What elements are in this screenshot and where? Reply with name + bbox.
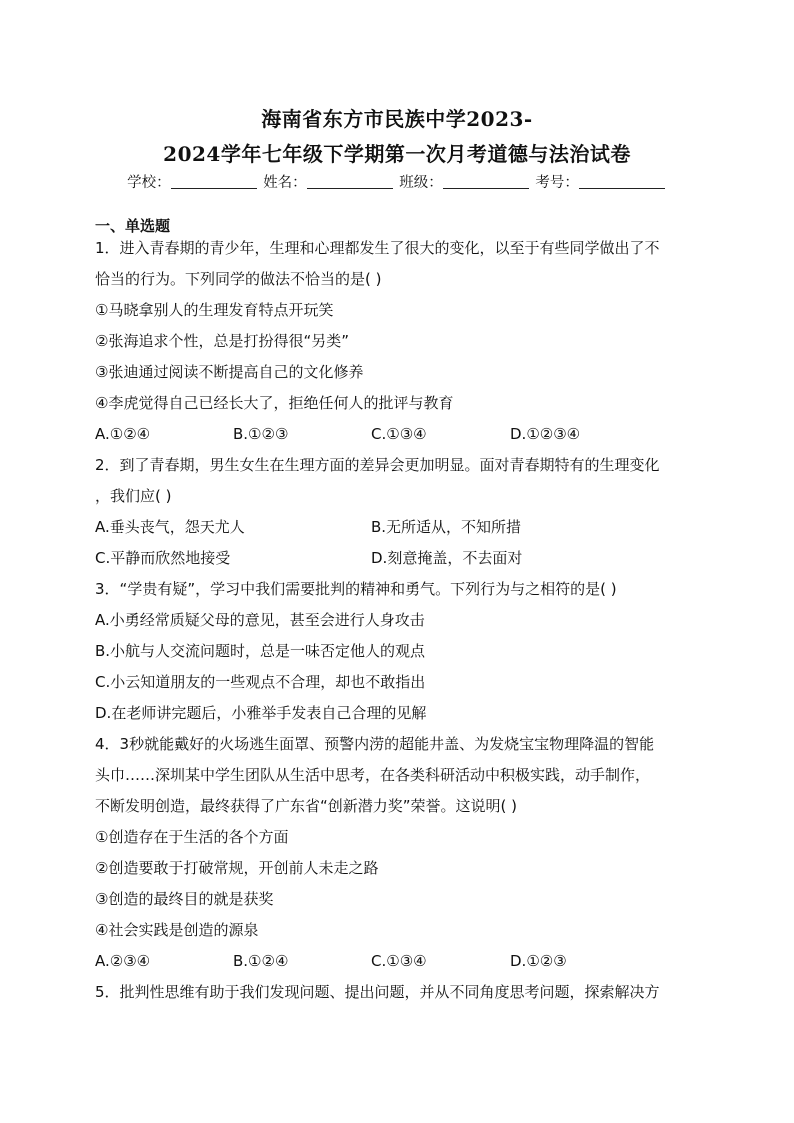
q4-item-1: ①创造存在于生活的各个方面 bbox=[95, 828, 289, 846]
q3-option-b[interactable]: B.小航与人交流问题时，总是一味否定他人的观点 bbox=[95, 642, 426, 660]
q4-item-4: ④社会实践是创造的源泉 bbox=[95, 921, 259, 939]
q2-option-b[interactable]: B.无所适从，不知所措 bbox=[371, 518, 522, 536]
q5-stem-line1: 5．批判性思维有助于我们发现问题、提出问题，并从不同角度思考问题，探索解决方 bbox=[95, 983, 660, 1001]
q3-option-c[interactable]: C.小云知道朋友的一些观点不合理，却也不敢指出 bbox=[95, 673, 426, 691]
exam-title-line2: 2024学年七年级下学期第一次月考道德与法治试卷 bbox=[163, 142, 631, 166]
q4-stem-line1: 4．3秒就能戴好的火场逃生面罩、预警内涝的超能井盖、为发烧宝宝物理降温的智能 bbox=[95, 735, 655, 753]
q2-stem-line2: ，我们应( ) bbox=[95, 487, 172, 505]
exam-no-blank[interactable] bbox=[579, 174, 665, 189]
q1-option-b[interactable]: B.①②③ bbox=[233, 425, 289, 443]
exam-title-line1: 海南省东方市民族中学2023- bbox=[261, 107, 533, 131]
q3-option-d[interactable]: D.在老师讲完题后，小雅举手发表自己合理的见解 bbox=[95, 704, 427, 722]
name-blank[interactable] bbox=[307, 174, 393, 189]
section-heading: 一、单选题 bbox=[95, 217, 171, 235]
q4-item-3: ③创造的最终目的就是获奖 bbox=[95, 890, 274, 908]
q2-option-d[interactable]: D.刻意掩盖，不去面对 bbox=[371, 549, 523, 567]
q4-option-c[interactable]: C.①③④ bbox=[371, 952, 427, 970]
school-label: 学校： bbox=[127, 175, 171, 191]
exam-no-label: 考号： bbox=[535, 175, 579, 191]
q3-stem-line1: 3．“学贵有疑”，学习中我们需要批判的精神和勇气。下列行为与之相符的是( ) bbox=[95, 580, 617, 598]
student-info-row bbox=[0, 171, 794, 192]
q1-item-1: ①马晓拿别人的生理发育特点开玩笑 bbox=[95, 301, 334, 319]
name-label: 姓名： bbox=[263, 175, 307, 191]
q1-item-2: ②张海追求个性，总是打扮得很“另类” bbox=[95, 332, 349, 350]
q4-option-d[interactable]: D.①②③ bbox=[510, 952, 567, 970]
q4-item-2: ②创造要敢于打破常规，开创前人未走之路 bbox=[95, 859, 379, 877]
class-blank[interactable] bbox=[443, 174, 529, 189]
q1-option-d[interactable]: D.①②③④ bbox=[510, 425, 581, 443]
q3-option-a[interactable]: A.小勇经常质疑父母的意见，甚至会进行人身攻击 bbox=[95, 611, 425, 629]
q2-option-a[interactable]: A.垂头丧气，怨天尤人 bbox=[95, 518, 245, 536]
q1-item-3: ③张迪通过阅读不断提高自己的文化修养 bbox=[95, 363, 364, 381]
q1-option-a[interactable]: A.①②④ bbox=[95, 425, 151, 443]
q4-stem-line2: 头巾……深圳某中学生团队从生活中思考，在各类科研活动中积极实践，动手制作， bbox=[95, 766, 651, 784]
q4-option-a[interactable]: A.②③④ bbox=[95, 952, 151, 970]
q1-option-c[interactable]: C.①③④ bbox=[371, 425, 427, 443]
q1-item-4: ④李虎觉得自己已经长大了，拒绝任何人的批评与教育 bbox=[95, 394, 454, 412]
q2-option-c[interactable]: C.平静而欣然地接受 bbox=[95, 549, 231, 567]
q2-stem-line1: 2．到了青春期，男生女生在生理方面的差异会更加明显。面对青春期特有的生理变化 bbox=[95, 456, 660, 474]
q1-stem-line2: 恰当的行为。下列同学的做法不恰当的是( ) bbox=[95, 270, 382, 288]
class-label: 班级： bbox=[399, 175, 443, 191]
q4-option-b[interactable]: B.①②④ bbox=[233, 952, 289, 970]
q1-stem-line1: 1．进入青春期的青少年，生理和心理都发生了很大的变化，以至于有些同学做出了不 bbox=[95, 239, 660, 257]
school-blank[interactable] bbox=[171, 174, 257, 189]
q4-stem-line3: 不断发明创造，最终获得了广东省“创新潜力奖”荣誉。这说明( ) bbox=[95, 797, 518, 815]
